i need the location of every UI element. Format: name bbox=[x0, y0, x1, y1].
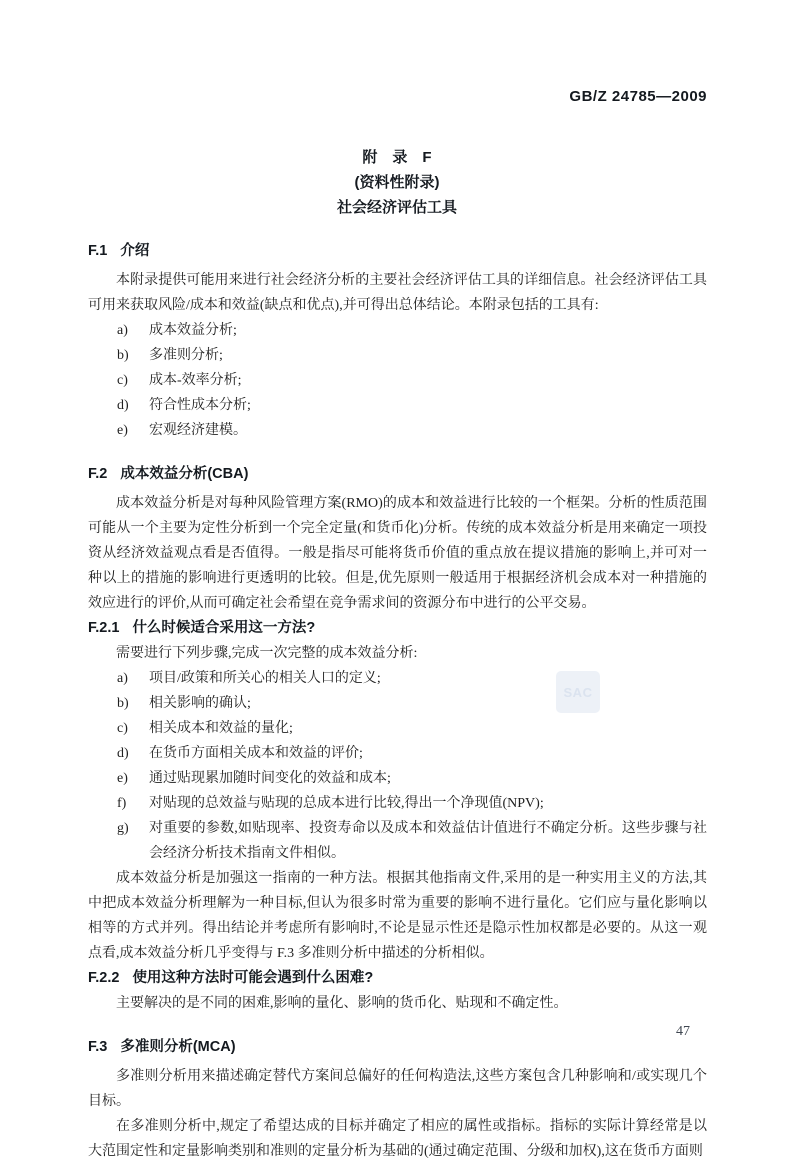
section-title: 介绍 bbox=[120, 243, 150, 259]
appendix-title-block bbox=[0, 145, 794, 220]
list-item-label: b) bbox=[117, 696, 129, 711]
list-item-label: d) bbox=[117, 398, 129, 413]
list-item-label: c) bbox=[117, 373, 128, 388]
section-number: F.2.1 bbox=[88, 620, 120, 636]
sac-watermark-label: SAC bbox=[563, 684, 593, 700]
paragraph-f21: 成本效益分析是加强这一指南的一种方法。根据其他指南文件,采用的是一种实用主义的方法,其中把成本效益分析理解为一种目标,但认为很多时常为重要的影响不进行量化。它们应与量化影响以相等的方式并列。得出结论并考虑所有影响时,不论是显示性还是隐示性加权都是必要的。从这一观点看,成本效益分析几乎变得与 F.3 多准则分析中描述的分析相似。 bbox=[88, 871, 707, 961]
list-item-label: d) bbox=[117, 746, 129, 761]
document-content bbox=[0, 239, 794, 1164]
list-item-text: 符合性成本分析; bbox=[149, 398, 251, 413]
list-item-text: 宏观经济建模。 bbox=[149, 423, 247, 438]
page-number: 47 bbox=[676, 1024, 690, 1039]
list-item-text: 在货币方面相关成本和效益的评价; bbox=[149, 746, 363, 761]
list-item-text: 相关成本和效益的量化; bbox=[149, 721, 293, 736]
list-item-text: 项目/政策和所关心的相关人口的定义; bbox=[149, 671, 381, 686]
section-number: F.2.2 bbox=[88, 970, 120, 986]
list-item-label: a) bbox=[117, 323, 128, 338]
cba-steps-list bbox=[88, 666, 707, 866]
list-item-text: 成本效益分析; bbox=[149, 323, 237, 338]
paragraph-f3-1: 多准则分析用来描述确定替代方案间总偏好的任何构造法,这些方案包含几种影响和/或实现几个目标。 bbox=[88, 1069, 707, 1109]
list-item bbox=[88, 368, 707, 393]
list-item bbox=[88, 418, 707, 443]
section-title: 多准则分析(MCA) bbox=[120, 1039, 236, 1055]
list-item-text: 相关影响的确认; bbox=[149, 696, 251, 711]
section-number: F.2 bbox=[88, 466, 108, 482]
doc-number: GB/Z 24785—2009 bbox=[569, 88, 707, 105]
list-item bbox=[88, 741, 707, 766]
section-number: F.3 bbox=[88, 1039, 108, 1055]
tool-list bbox=[88, 318, 707, 443]
list-item bbox=[88, 318, 707, 343]
list-item-label: g) bbox=[117, 821, 129, 836]
paragraph-f2: 成本效益分析是对每种风险管理方案(RMO)的成本和效益进行比较的一个框架。分析的性质范围可能从一个主要为定性分析到一个完全定量(和货币化)分析。传统的成本效益分析是用来确定一项投资从经济效益观点看是否值得。一般是指尽可能将货币价值的重点放在提议措施的影响上,并可对一种以上的措施的影响进行更透明的比较。但是,优先原则一般适用于根据经济机会成本对一种措施的效应进行的评价,从而可确定社会希望在竞争需求间的资源分布中进行的公平交易。 bbox=[88, 496, 707, 611]
section-heading-f3 bbox=[88, 1035, 707, 1060]
list-item bbox=[88, 343, 707, 368]
section-heading-f21 bbox=[88, 616, 707, 641]
sac-watermark bbox=[556, 671, 600, 713]
list-item-label: c) bbox=[117, 721, 128, 736]
list-item-label: f) bbox=[117, 796, 127, 811]
list-item bbox=[88, 791, 707, 816]
section-heading-f1 bbox=[88, 239, 707, 264]
list-item-label: b) bbox=[117, 348, 129, 363]
list-item bbox=[88, 691, 707, 716]
list-item-text: 对重要的参数,如贴现率、投资寿命以及成本和效益估计值进行不确定分析。这些步骤与社会经济分析技术指南文件相似。 bbox=[149, 821, 707, 861]
section-number: F.1 bbox=[88, 243, 108, 259]
list-item-label: e) bbox=[117, 771, 128, 786]
list-item-text: 通过贴现累加随时间变化的效益和成本; bbox=[149, 771, 391, 786]
appendix-subject: 社会经济评估工具 bbox=[336, 199, 457, 216]
list-item bbox=[88, 816, 707, 866]
section-title: 成本效益分析(CBA) bbox=[120, 466, 249, 482]
paragraph-f21-lead: 需要进行下列步骤,完成一次完整的成本效益分析: bbox=[116, 646, 418, 661]
list-item-label: e) bbox=[117, 423, 128, 438]
paragraph-f1-intro: 本附录提供可能用来进行社会经济分析的主要社会经济评估工具的详细信息。社会经济评估工具可用来获取风险/成本和效益(缺点和优点),并可得出总体结论。本附录包括的工具有: bbox=[88, 273, 707, 313]
list-item bbox=[88, 716, 707, 741]
list-item bbox=[88, 393, 707, 418]
appendix-type: (资料性附录) bbox=[354, 174, 440, 191]
section-title: 使用这种方法时可能会遇到什么困难? bbox=[132, 970, 374, 986]
list-item-text: 对贴现的总效益与贴现的总成本进行比较,得出一个净现值(NPV); bbox=[149, 796, 544, 811]
list-item bbox=[88, 666, 707, 691]
section-heading-f22 bbox=[88, 966, 707, 991]
list-item-label: a) bbox=[117, 671, 128, 686]
paragraph-f22: 主要解决的是不同的困难,影响的量化、影响的货币化、贴现和不确定性。 bbox=[116, 996, 568, 1011]
list-item bbox=[88, 766, 707, 791]
list-item-text: 成本-效率分析; bbox=[149, 373, 242, 388]
appendix-title: 附 录 F bbox=[362, 149, 432, 166]
section-title: 什么时候适合采用这一方法? bbox=[132, 620, 316, 636]
section-heading-f2 bbox=[88, 462, 707, 487]
paragraph-f3-2: 在多准则分析中,规定了希望达成的目标并确定了相应的属性或指标。指标的实际计算经常是以大范围定性和定量影响类别和准则的定量分析为基础的(通过确定范围、分级和加权),这在货币方面则 bbox=[88, 1119, 707, 1159]
list-item-text: 多准则分析; bbox=[149, 348, 223, 363]
